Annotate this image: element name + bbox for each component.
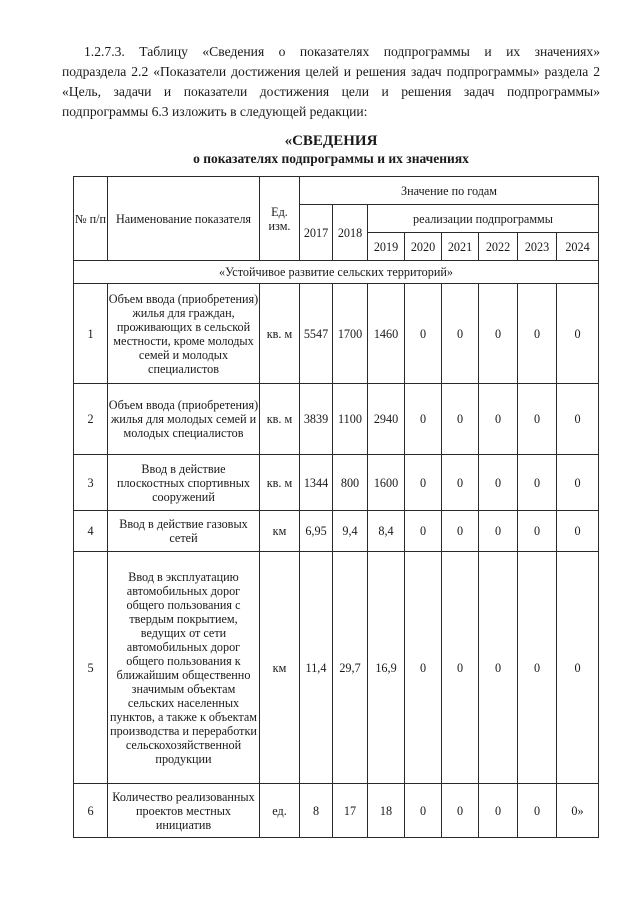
section-title: «Устойчивое развитие сельских территорий» — [74, 261, 599, 284]
header-year: 2017 — [300, 205, 333, 261]
row-unit: кв. м — [260, 384, 300, 455]
table-row — [74, 384, 599, 455]
row-value: 29,7 — [333, 552, 368, 784]
row-unit: км — [260, 511, 300, 552]
row-value: 8 — [300, 784, 333, 838]
header-year: 2023 — [518, 233, 557, 261]
row-value: 0 — [518, 511, 557, 552]
row-value: 0 — [479, 455, 518, 511]
row-value: 5547 — [300, 284, 333, 384]
row-value: 0 — [518, 455, 557, 511]
row-value: 0 — [557, 511, 599, 552]
row-value: 1344 — [300, 455, 333, 511]
row-value: 0 — [405, 455, 442, 511]
header-name: Наименование показателя — [108, 177, 260, 261]
table-row — [74, 455, 599, 511]
header-year: 2024 — [557, 233, 599, 261]
header-year: 2019 — [368, 233, 405, 261]
row-value: 2940 — [368, 384, 405, 455]
row-value: 0 — [442, 384, 479, 455]
intro-line: «Цель, задачи и показатели достижения цели и решения задач подпрограммы» — [62, 84, 600, 99]
table-row — [74, 784, 599, 838]
row-num: 3 — [74, 455, 108, 511]
row-num: 1 — [74, 284, 108, 384]
table-row — [74, 511, 599, 552]
row-num: 6 — [74, 784, 108, 838]
row-value: 1700 — [333, 284, 368, 384]
row-value: 0 — [442, 511, 479, 552]
row-value: 0 — [518, 384, 557, 455]
row-value: 0 — [442, 284, 479, 384]
row-unit: кв. м — [260, 284, 300, 384]
row-value: 0» — [557, 784, 599, 838]
row-value: 6,95 — [300, 511, 333, 552]
table-subtitle: о показателях подпрограммы и их значениях — [193, 151, 469, 166]
row-value: 0 — [557, 552, 599, 784]
intro-line: подпрограммы 6.3 изложить в следующей редакции: — [62, 104, 368, 119]
row-value: 0 — [405, 552, 442, 784]
row-value: 0 — [518, 784, 557, 838]
intro-paragraph — [62, 42, 600, 122]
row-value: 1100 — [333, 384, 368, 455]
row-num: 2 — [74, 384, 108, 455]
row-value: 0 — [442, 455, 479, 511]
row-value: 11,4 — [300, 552, 333, 784]
row-num: 4 — [74, 511, 108, 552]
row-value: 18 — [368, 784, 405, 838]
row-value: 0 — [518, 552, 557, 784]
row-value: 0 — [442, 552, 479, 784]
row-value: 0 — [479, 784, 518, 838]
row-name: Объем ввода (приобретения) жилья для молодых семей и молодых специалистов — [108, 384, 260, 455]
row-value: 0 — [557, 284, 599, 384]
row-name: Ввод в эксплуатацию автомобильных дорог общего пользования с твердым покрытием, ведущих от сети автомобильных дорог общего пользования к ближайшим общественно значимым объектам сельских населенных пунктов, а также к объектам производства и переработки сельскохозяйственной продукции — [108, 552, 260, 784]
intro-line: подраздела 2.2 «Показатели достижения целей и решения задач подпрограммы» раздела 2 — [62, 64, 600, 79]
row-value: 17 — [333, 784, 368, 838]
header-unit: Ед. изм. — [260, 177, 300, 261]
row-value: 0 — [479, 552, 518, 784]
row-name: Количество реализованных проектов местных инициатив — [108, 784, 260, 838]
row-unit: кв. м — [260, 455, 300, 511]
header-year: 2022 — [479, 233, 518, 261]
row-value: 0 — [479, 384, 518, 455]
table-row — [74, 552, 599, 784]
row-value: 0 — [557, 384, 599, 455]
row-unit: км — [260, 552, 300, 784]
row-value: 0 — [442, 784, 479, 838]
indicators-table — [73, 176, 599, 838]
row-value: 0 — [405, 284, 442, 384]
header-num: № п/п — [74, 177, 108, 261]
row-value: 1600 — [368, 455, 405, 511]
row-num: 5 — [74, 552, 108, 784]
row-value: 0 — [557, 455, 599, 511]
row-value: 0 — [479, 511, 518, 552]
row-value: 1460 — [368, 284, 405, 384]
table-title: «СВЕДЕНИЯ — [284, 133, 378, 149]
row-value: 0 — [405, 384, 442, 455]
header-year: 2018 — [333, 205, 368, 261]
row-name: Ввод в действие плоскостных спортивных сооружений — [108, 455, 260, 511]
header-year: 2021 — [442, 233, 479, 261]
row-name: Объем ввода (приобретения) жилья для граждан, проживающих в сельской местности, кроме молодых семей и молодых специалистов — [108, 284, 260, 384]
row-value: 16,9 — [368, 552, 405, 784]
row-value: 0 — [518, 284, 557, 384]
row-value: 3839 — [300, 384, 333, 455]
intro-line: 1.2.7.3. Таблицу «Сведения о показателях подпрограммы и их значениях» — [84, 44, 600, 59]
header-values-by-year: Значение по годам — [300, 177, 599, 205]
table-row — [74, 284, 599, 384]
row-value: 0 — [405, 511, 442, 552]
header-year: 2020 — [405, 233, 442, 261]
row-unit: ед. — [260, 784, 300, 838]
row-name: Ввод в действие газовых сетей — [108, 511, 260, 552]
row-value: 8,4 — [368, 511, 405, 552]
row-value: 9,4 — [333, 511, 368, 552]
row-value: 0 — [479, 284, 518, 384]
row-value: 0 — [405, 784, 442, 838]
header-implementation: реализации подпрограммы — [368, 205, 599, 233]
row-value: 800 — [333, 455, 368, 511]
